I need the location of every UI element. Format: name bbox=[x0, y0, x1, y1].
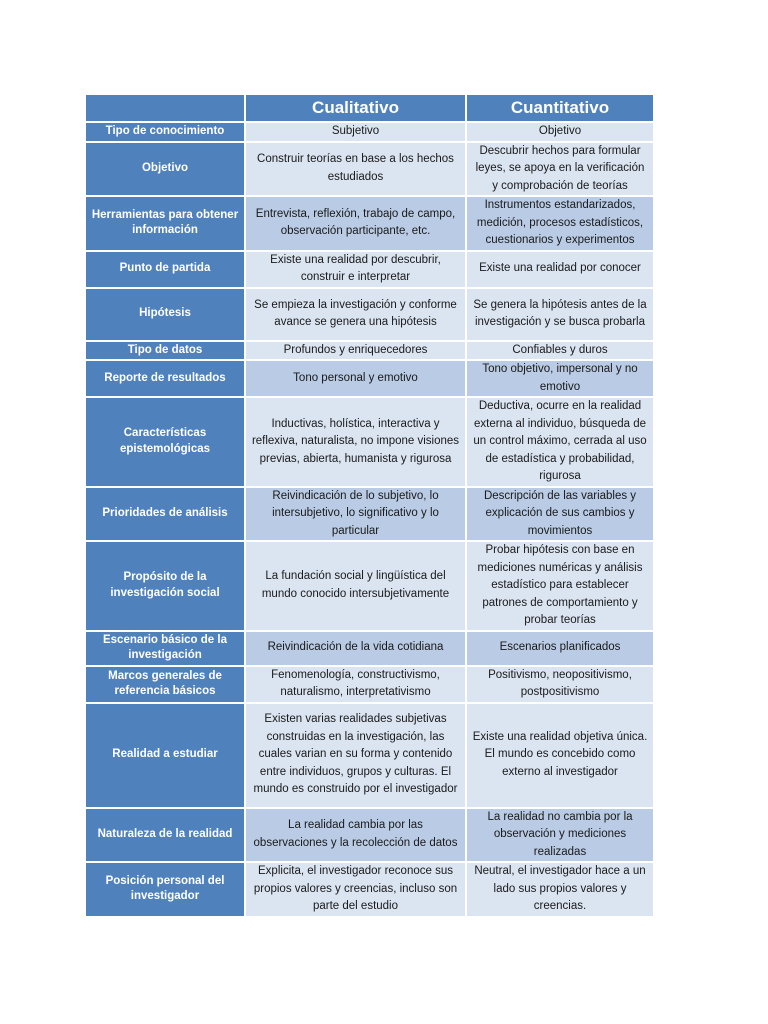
table-row bbox=[86, 488, 653, 541]
cuantitativo-cell: Escenarios planificados bbox=[467, 632, 653, 665]
cualitativo-cell: Construir teorías en base a los hechos estudiados bbox=[246, 143, 465, 196]
header-corner-cell bbox=[86, 95, 244, 121]
row-label: Posición personal del investigador bbox=[86, 863, 244, 916]
cualitativo-cell: Explicita, el investigador reconoce sus propios valores y creencias, incluso son parte del estudio bbox=[246, 863, 465, 916]
row-label: Hipótesis bbox=[86, 289, 244, 340]
table-row bbox=[86, 123, 653, 141]
column-header-cualitativo: Cualitativo bbox=[246, 95, 465, 121]
cuantitativo-cell: Existe una realidad objetiva única. El mundo es concebido como externo al investigador bbox=[467, 704, 653, 807]
row-label: Tipo de datos bbox=[86, 342, 244, 360]
table-row bbox=[86, 704, 653, 807]
cuantitativo-cell: Confiables y duros bbox=[467, 342, 653, 360]
row-label: Objetivo bbox=[86, 143, 244, 196]
row-label: Tipo de conocimiento bbox=[86, 123, 244, 141]
cualitativo-cell: Profundos y enriquecedores bbox=[246, 342, 465, 360]
row-label: Naturaleza de la realidad bbox=[86, 809, 244, 862]
table-header-row bbox=[86, 95, 653, 121]
cuantitativo-cell: Positivismo, neopositivismo, postpositivismo bbox=[467, 667, 653, 702]
table-row bbox=[86, 197, 653, 250]
cuantitativo-cell: Descripción de las variables y explicación de sus cambios y movimientos bbox=[467, 488, 653, 541]
row-label: Herramientas para obtener información bbox=[86, 197, 244, 250]
row-label: Propósito de la investigación social bbox=[86, 542, 244, 630]
cuantitativo-cell: Objetivo bbox=[467, 123, 653, 141]
row-label: Marcos generales de referencia básicos bbox=[86, 667, 244, 702]
cualitativo-cell: Inductivas, holística, interactiva y reflexiva, naturalista, no impone visiones previas, abierta, humanista y rigurosa bbox=[246, 398, 465, 486]
cuantitativo-cell: Instrumentos estandarizados, medición, procesos estadísticos, cuestionarios y experimentos bbox=[467, 197, 653, 250]
cualitativo-cell: Fenomenología, constructivismo, naturalismo, interpretativismo bbox=[246, 667, 465, 702]
table-row bbox=[86, 289, 653, 340]
cuantitativo-cell: La realidad no cambia por la observación y mediciones realizadas bbox=[467, 809, 653, 862]
cuantitativo-cell: Probar hipótesis con base en mediciones numéricas y análisis estadístico para establecer patrones de comportamiento y probar teorías bbox=[467, 542, 653, 630]
cuantitativo-cell: Tono objetivo, impersonal y no emotivo bbox=[467, 361, 653, 396]
cuantitativo-cell: Descubrir hechos para formular leyes, se apoya en la verificación y comprobación de teorías bbox=[467, 143, 653, 196]
cualitativo-cell: Se empieza la investigación y conforme avance se genera una hipótesis bbox=[246, 289, 465, 340]
row-label: Escenario básico de la investigación bbox=[86, 632, 244, 665]
cuantitativo-cell: Deductiva, ocurre en la realidad externa al individuo, búsqueda de un control máximo, cerrada al uso de estadística y probabilidad, rigurosa bbox=[467, 398, 653, 486]
table-row bbox=[86, 361, 653, 396]
row-label: Punto de partida bbox=[86, 252, 244, 287]
column-header-cuantitativo: Cuantitativo bbox=[467, 95, 653, 121]
cualitativo-cell: La realidad cambia por las observaciones y la recolección de datos bbox=[246, 809, 465, 862]
row-label: Prioridades de análisis bbox=[86, 488, 244, 541]
cuantitativo-cell: Existe una realidad por conocer bbox=[467, 252, 653, 287]
cualitativo-cell: Existe una realidad por descubrir, construir e interpretar bbox=[246, 252, 465, 287]
row-label: Reporte de resultados bbox=[86, 361, 244, 396]
cualitativo-cell: Existen varias realidades subjetivas construidas en la investigación, las cuales varian en su forma y contenido entre individuos, grupos y culturas. El mundo es construido por el investigador bbox=[246, 704, 465, 807]
row-label: Características epistemológicas bbox=[86, 398, 244, 486]
table-row bbox=[86, 542, 653, 630]
table-row bbox=[86, 398, 653, 486]
cualitativo-cell: Tono personal y emotivo bbox=[246, 361, 465, 396]
table-row bbox=[86, 667, 653, 702]
table-row bbox=[86, 342, 653, 360]
table-row bbox=[86, 632, 653, 665]
cualitativo-cell: La fundación social y lingüística del mundo conocido intersubjetivamente bbox=[246, 542, 465, 630]
cualitativo-cell: Reivindicación de la vida cotidiana bbox=[246, 632, 465, 665]
cualitativo-cell: Subjetivo bbox=[246, 123, 465, 141]
row-label: Realidad a estudiar bbox=[86, 704, 244, 807]
cualitativo-cell: Reivindicación de lo subjetivo, lo intersubjetivo, lo significativo y lo particular bbox=[246, 488, 465, 541]
table-row bbox=[86, 143, 653, 196]
table-row bbox=[86, 809, 653, 862]
cualitativo-cell: Entrevista, reflexión, trabajo de campo, observación participante, etc. bbox=[246, 197, 465, 250]
cuantitativo-cell: Neutral, el investigador hace a un lado sus propios valores y creencias. bbox=[467, 863, 653, 916]
comparison-table bbox=[84, 93, 655, 918]
table-row bbox=[86, 252, 653, 287]
table-row bbox=[86, 863, 653, 916]
cuantitativo-cell: Se genera la hipótesis antes de la investigación y se busca probarla bbox=[467, 289, 653, 340]
